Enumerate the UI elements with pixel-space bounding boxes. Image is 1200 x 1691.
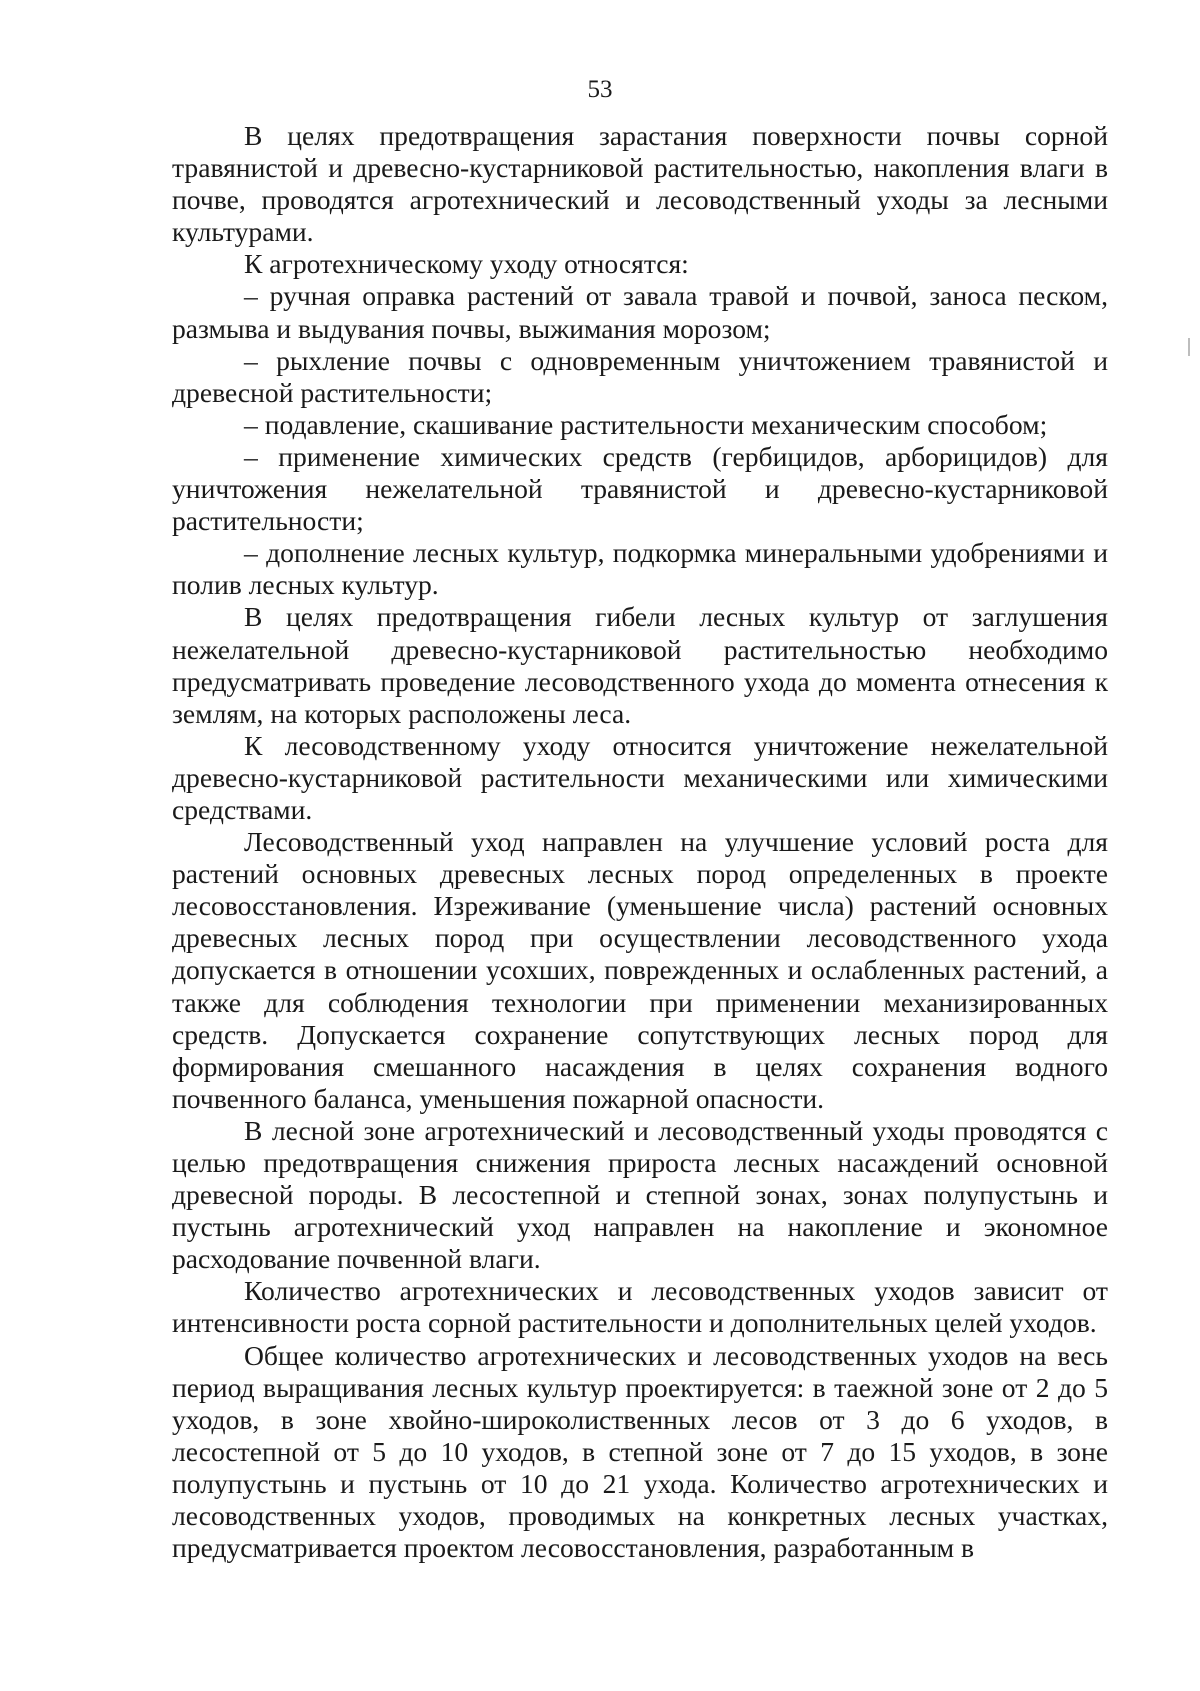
paragraph: В целях предотвращения гибели лесных культур от заглушения нежелательной древесно-кустарниковой растительностью необходимо предусматривать проведение лесоводственного ухода до момента отнесения к землям, на которых расположены леса. [172, 601, 1108, 729]
paragraph: Количество агротехнических и лесоводственных уходов зависит от интенсивности роста сорной растительности и дополнительных целей уходов. [172, 1275, 1108, 1339]
paragraph: В целях предотвращения зарастания поверхности почвы сорной травянистой и древесно-кустарниковой растительностью, накопления влаги в почве, проводятся агротехнический и лесоводственный уходы за лесными культурами. [172, 120, 1108, 248]
list-item: – дополнение лесных культур, подкормка минеральными удобрениями и полив лесных культур. [172, 537, 1108, 601]
paragraph: В лесной зоне агротехнический и лесоводственный уходы проводятся с целью предотвращения снижения прироста лесных насаждений основной древесной породы. В лесостепной и степной зонах, зонах полупустынь и пустынь агротехнический уход направлен на накопление и экономное расходование почвенной влаги. [172, 1114, 1108, 1275]
list-item: – подавление, скашивание растительности механическим способом; [244, 408, 1048, 440]
list-item: – применение химических средств (гербицидов, арборицидов) для уничтожения нежелательной травянистой и древесно-кустарниковой растительности; [172, 440, 1108, 537]
list-item: – рыхление почвы с одновременным уничтожением травянистой и древесной растительности; [172, 344, 1108, 408]
paragraph: К лесоводственному уходу относится уничтожение нежелательной древесно-кустарниковой растительности механическими или химическими средствами. [172, 729, 1108, 825]
paragraph: К агротехническому уходу относятся: [244, 248, 689, 280]
paragraph: Лесоводственный уход направлен на улучшение условий роста для растений основных древесных лесных пород определенных в проекте лесовосстановления. Изреживание (уменьшение числа) растений основных древесных лесных пород при осуществлении лесоводственного ухода допускается в отношении усохших, поврежденных и ослабленных растений, а также для соблюдения технологии при применении механизированных средств. Допускается сохранение сопутствующих лесных пород для формирования смешанного насаждения в целях сохранения водного почвенного баланса, уменьшения пожарной опасности. [172, 826, 1108, 1114]
paragraph: Общее количество агротехнических и лесоводственных уходов на весь период выращивания лесных культур проектируется: в таежной зоне от 2 до 5 уходов, в зоне хвойно-широколиственных лесов от 3 до 6 уходов, в лесостепной от 5 до 10 уходов, в степной зоне от 7 до 15 уходов, в зоне полупустынь и пустынь от 10 до 21 ухода. Количество агротехнических и лесоводственных уходов, проводимых на конкретных лесных участках, предусматривается проектом лесовосстановления, разработанным в [172, 1339, 1108, 1564]
scan-margin-mark [1188, 338, 1190, 356]
document-body [172, 120, 1108, 1564]
list-item: – ручная оправка растений от завала травой и почвой, заноса песком, размыва и выдувания почвы, выжимания морозом; [172, 280, 1108, 344]
page-number: 53 [587, 76, 613, 103]
